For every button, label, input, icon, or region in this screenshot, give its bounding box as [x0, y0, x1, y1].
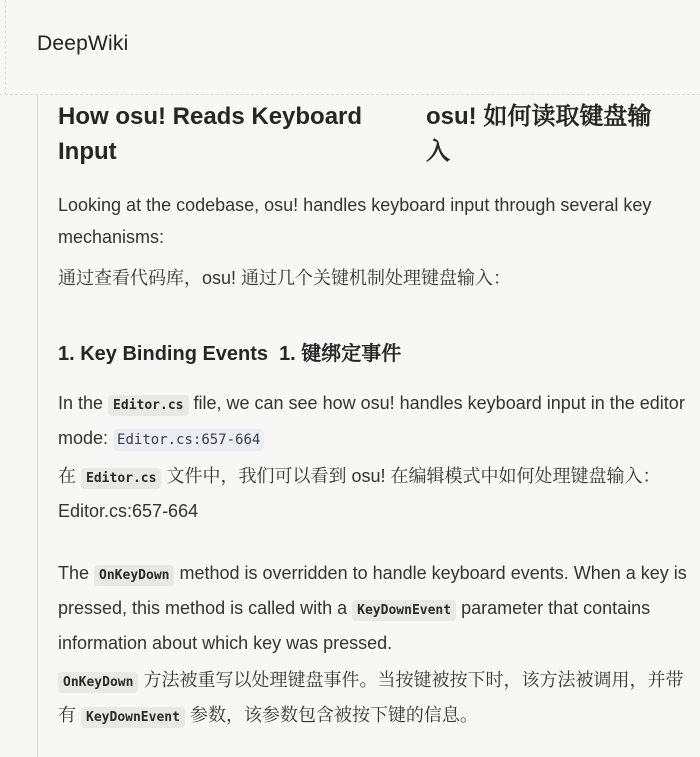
section-title-zh: osu! 如何读取键盘输入: [426, 103, 652, 165]
text: method is overridden to handle keyboard events. When a key is pressed, this method is called with a: [58, 563, 687, 618]
subsection-title-zh: 1. 键绑定事件: [279, 343, 402, 365]
content-left-border: [37, 95, 38, 757]
editor-paragraph-en: [58, 387, 690, 456]
section-heading-row: [58, 95, 700, 175]
text: 方法被重写以处理键盘事件。当按键被按下时，该方法被调用，并带有: [58, 670, 684, 725]
deepwiki-logo[interactable]: DeepWiki: [37, 32, 129, 55]
intro-paragraph-zh: 通过查看代码库，osu! 通过几个关键机制处理键盘输入：: [58, 268, 512, 288]
inline-code-onkeydown: OnKeyDown: [94, 565, 174, 586]
text: The: [58, 563, 95, 583]
onkeydown-paragraph-en: [58, 557, 690, 659]
inline-code-keydownevent: KeyDownEvent: [352, 600, 456, 621]
onkeydown-paragraph-zh: [58, 664, 690, 734]
rail-top-divider: [0, 0, 6, 95]
main-content: [58, 95, 700, 725]
text: 在: [58, 466, 82, 486]
text: 文件中，我们可以看到 osu! 在编辑模式中如何处理键盘输入：Editor.cs:657-664: [58, 466, 661, 521]
subsection-title-en: 1. Key Binding Events: [58, 343, 269, 365]
inline-code-onkeydown: OnKeyDown: [58, 672, 138, 693]
subsection-heading: [58, 339, 412, 369]
text: 参数，该参数包含被按下键的信息。: [184, 705, 478, 725]
source-reference-link[interactable]: Editor.cs:657-664: [113, 429, 264, 451]
intro-paragraph-en: Looking at the codebase, osu! handles keyboard input through several key mechanisms:: [58, 195, 652, 247]
inline-code-editor-cs: Editor.cs: [108, 395, 188, 416]
inline-code-keydownevent: KeyDownEvent: [81, 707, 185, 728]
text: In the: [58, 393, 109, 413]
text: file, we can see how osu! handles keyboard input in the editor mode:: [58, 393, 685, 448]
inline-code-editor-cs: Editor.cs: [81, 468, 161, 489]
top-bar: [0, 0, 700, 95]
editor-paragraph-zh: [58, 460, 690, 527]
text: parameter that contains information about which key was pressed.: [58, 598, 651, 653]
section-title-en: How osu! Reads Keyboard Input: [58, 103, 363, 165]
